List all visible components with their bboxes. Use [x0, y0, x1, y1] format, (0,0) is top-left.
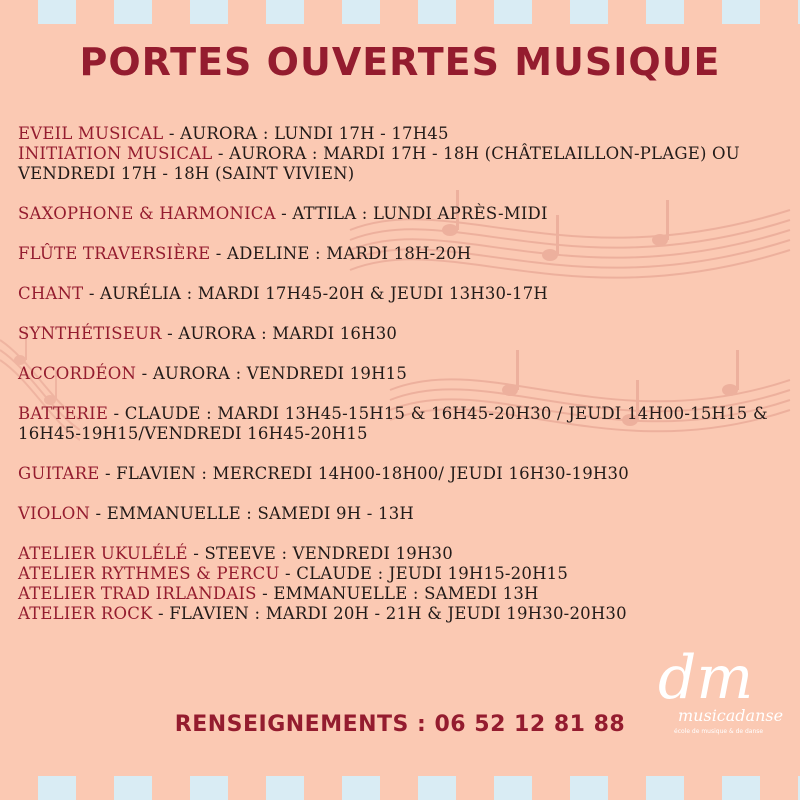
- page-title: PORTES OUVERTES MUSIQUE: [79, 40, 721, 84]
- course-detail: - EMMANUELLE : SAMEDI 13H: [256, 584, 539, 603]
- schedule-list: [18, 124, 788, 644]
- course-detail: - CLAUDE : MARDI 13H45-15H15 & 16H45-20H30 / JEUDI 14H00-15H15 & 16H45-19H15/VENDREDI 16H45-20H15: [18, 404, 768, 443]
- course-name: CHANT: [18, 284, 84, 303]
- course-detail: - STEEVE : VENDREDI 19H30: [187, 544, 453, 563]
- schedule-line: [18, 544, 788, 564]
- course-detail: - ADELINE : MARDI 18H-20H: [210, 244, 472, 263]
- schedule-group: [18, 504, 788, 524]
- schedule-group: [18, 124, 788, 184]
- course-detail: - CLAUDE : JEUDI 19H15-20H15: [279, 564, 569, 583]
- schedule-line: [18, 584, 788, 604]
- course-detail: - AURÉLIA : MARDI 17H45-20H & JEUDI 13H30-17H: [83, 284, 549, 303]
- course-detail: - FLAVIEN : MARDI 20H - 21H & JEUDI 19H30-20H30: [152, 604, 627, 623]
- schedule-group: [18, 464, 788, 484]
- course-detail: - ATTILA : LUNDI APRÈS-MIDI: [275, 204, 548, 223]
- course-name: ATELIER UKULÉLÉ: [18, 544, 188, 563]
- top-stripe-border: [0, 0, 800, 24]
- schedule-group: [18, 544, 788, 624]
- schedule-line: [18, 504, 788, 524]
- schedule-line: [18, 204, 788, 224]
- contact-phone: RENSEIGNEMENTS : 06 52 12 81 88: [174, 712, 626, 737]
- schedule-line: [18, 124, 788, 144]
- musicadanse-logo: [648, 643, 788, 758]
- course-name: SYNTHÉTISEUR: [18, 324, 162, 343]
- course-detail: - AURORA : LUNDI 17H - 17H45: [163, 124, 449, 143]
- schedule-group: [18, 244, 788, 264]
- schedule-group: [18, 324, 788, 344]
- schedule-line: [18, 564, 788, 584]
- logo-tagline: école de musique & de danse: [674, 728, 764, 735]
- schedule-line: [18, 604, 788, 624]
- course-name: EVEIL MUSICAL: [18, 124, 164, 143]
- course-detail: - AURORA : MARDI 17H - 18H (CHÂTELAILLON-PLAGE) OU VENDREDI 17H - 18H (SAINT VIVIEN): [18, 144, 740, 183]
- schedule-line: [18, 464, 788, 484]
- schedule-group: [18, 284, 788, 304]
- course-name: VIOLON: [18, 504, 91, 523]
- schedule-line: [18, 404, 788, 444]
- course-name: ATELIER TRAD IRLANDAIS: [18, 584, 257, 603]
- course-detail: - AURORA : MARDI 16H30: [161, 324, 398, 343]
- course-detail: - EMMANUELLE : SAMEDI 9H - 13H: [90, 504, 414, 523]
- schedule-group: [18, 404, 788, 444]
- schedule-line: [18, 244, 788, 264]
- course-name: SAXOPHONE & HARMONICA: [18, 204, 276, 223]
- course-name: ACCORDÉON: [18, 364, 137, 383]
- schedule-line: [18, 144, 788, 184]
- schedule-line: [18, 284, 788, 304]
- logo-wordmark: musicadanse: [678, 706, 784, 725]
- bottom-stripe-border: [0, 776, 800, 800]
- course-name: BATTERIE: [18, 404, 109, 423]
- logo-monogram: dm: [658, 643, 754, 713]
- schedule-group: [18, 204, 788, 224]
- course-name: INITIATION MUSICAL: [18, 144, 213, 163]
- course-name: GUITARE: [18, 464, 100, 483]
- course-detail: - FLAVIEN : MERCREDI 14H00-18H00/ JEUDI 16H30-19H30: [99, 464, 629, 483]
- schedule-line: [18, 324, 788, 344]
- schedule-group: [18, 364, 788, 384]
- course-name: ATELIER ROCK: [18, 604, 153, 623]
- course-name: ATELIER RYTHMES & PERCU: [18, 564, 280, 583]
- course-detail: - AURORA : VENDREDI 19H15: [136, 364, 408, 383]
- schedule-line: [18, 364, 788, 384]
- course-name: FLÛTE TRAVERSIÈRE: [18, 244, 211, 263]
